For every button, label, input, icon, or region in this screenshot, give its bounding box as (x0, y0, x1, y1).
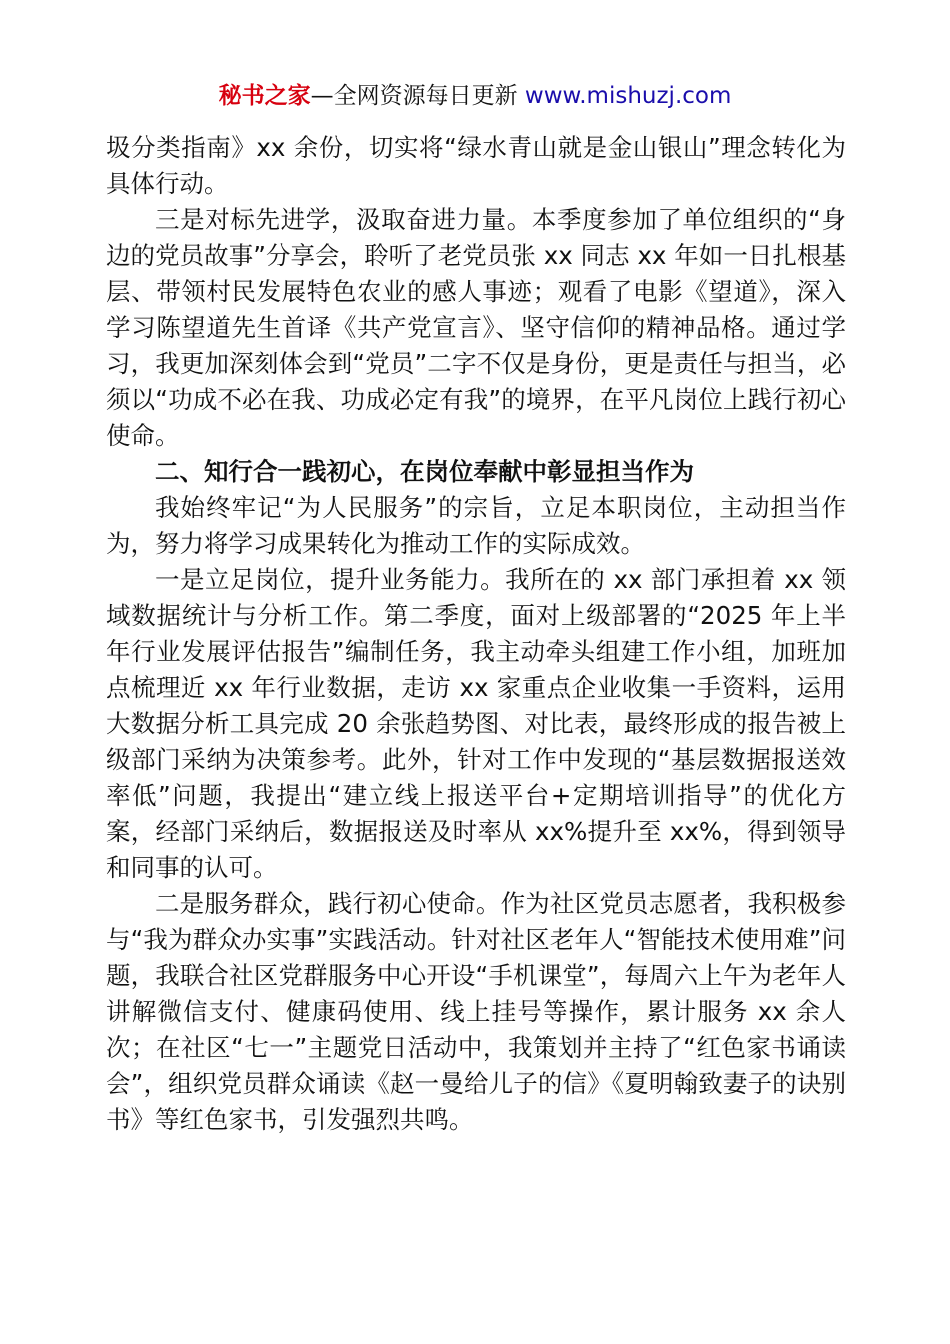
paragraph-section-intro: 我始终牢记“为人民服务”的宗旨，立足本职岗位，主动担当作为，努力将学习成果转化为推动工作的实际成效。 (106, 493, 846, 558)
section-heading-2: 二、知行合一践初心，在岗位奉献中彰显担当作为 (155, 457, 694, 486)
paragraph-job-capability: 一是立足岗位，提升业务能力。我所在的 xx 部门承担着 xx 领域数据统计与分析工作。第二季度，面对上级部署的“2025 年上半年行业发展评估报告”编制任务，我主动牵头组建工作小组，加班加点梳理近 xx 年行业数据，走访 xx 家重点企业收集一手资料，运用大数据分析工具完成 20 余张趋势图、对比表，最终形成的报告被上级部门采纳为决策参考。此外，针对工作中发现的“基层数据报送效率低”问题，我提出“建立线上报送平台+定期培训指导”的优化方案，经部门采纳后，数据报送及时率从 xx%提升至 xx%，得到领导和同事的认可。 (106, 565, 846, 882)
site-url-link[interactable]: www.mishuzj.com (524, 83, 732, 109)
paragraph-learn-from-advanced: 三是对标先进学，汲取奋进力量。本季度参加了单位组织的“身边的党员故事”分享会，聆听了老党员张 xx 同志 xx 年如一日扎根基层、带领村民发展特色农业的感人事迹；观看了电影《望道》，深入学习陈望道先生首译《共产党宣言》、坚守信仰的精神品格。通过学习，我更加深刻体会到“党员”二字不仅是身份，更是责任与担当，必须以“功成不必在我、功成必定有我”的境界，在平凡岗位上践行初心使命。 (106, 205, 846, 450)
paragraph-continuation: 圾分类指南》xx 余份，切实将“绿水青山就是金山银山”理念转化为具体行动。 (106, 133, 846, 198)
paragraph-serve-masses: 二是服务群众，践行初心使命。作为社区党员志愿者，我积极参与“我为群众办实事”实践活动。针对社区老年人“智能技术使用难”问题，我联合社区党群服务中心开设“手机课堂”，每周六上午为老年人讲解微信支付、健康码使用、线上挂号等操作，累计服务 xx 余人次；在社区“七一”主题党日活动中，我策划并主持了“红色家书诵读会”，组织党员群众诵读《赵一曼给儿子的信》《夏明翰致妻子的诀别书》等红色家书，引发强烈共鸣。 (106, 889, 846, 1134)
page-header (0, 78, 950, 114)
header-tagline: —全网资源每日更新 (310, 83, 525, 109)
brand-name: 秘书之家 (218, 83, 311, 109)
document-body (106, 130, 846, 1138)
